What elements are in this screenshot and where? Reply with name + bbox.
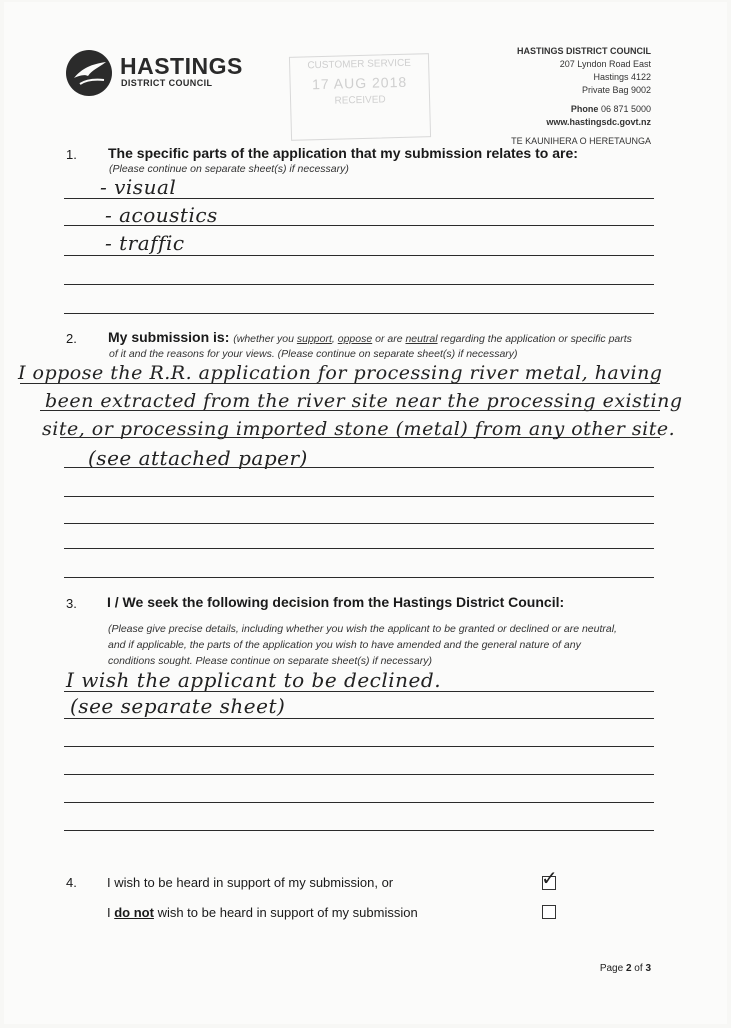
answer-line <box>64 284 654 285</box>
section-3-note-line-2: and if applicable, the parts of the application you wish to have amended and the general nature of any <box>108 639 581 651</box>
phone-label: Phone <box>570 104 599 114</box>
do-not-emphasis: do not <box>114 905 154 920</box>
section-1-heading: The specific parts of the application that my submission relates to are: <box>108 145 578 161</box>
answer-line <box>40 410 660 411</box>
section-1-answer-line: - traffic <box>105 231 185 255</box>
option-heard-label: I wish to be heard in support of my submission, or <box>107 875 394 890</box>
page-number: Page 2 of 3 <box>599 963 651 974</box>
section-2-note: (whether you support, oppose or are neutral regarding the application or specific parts <box>233 333 632 345</box>
answer-line <box>60 437 660 438</box>
option-not-heard-label: I do not wish to be heard in support of my submission <box>107 905 418 920</box>
received-stamp <box>289 53 431 141</box>
hastings-logo-icon <box>66 50 112 96</box>
section-4-number: 4. <box>66 875 77 890</box>
po-box: Private Bag 9002 <box>581 85 651 95</box>
section-3-note-line-3: conditions sought. Please continue on separate sheet(s) if necessary) <box>108 655 432 667</box>
logo-subtitle: DISTRICT COUNCIL <box>121 78 213 88</box>
phone: 06 871 5000 <box>600 104 651 114</box>
stamp-line-1: CUSTOMER SERVICE <box>307 57 412 72</box>
section-2-note-line-2: of it and the reasons for your views. (Please continue on separate sheet(s) if necessary) <box>109 348 518 360</box>
council-address <box>511 45 651 148</box>
section-1-number: 1. <box>66 147 77 162</box>
section-2-answer-line: site, or processing imported stone (metal) from any other site. <box>42 418 676 440</box>
section-3-note-line-1: (Please give precise details, including whether you wish the applicant to be granted or declined or are neutral, <box>108 623 617 635</box>
checkmark-icon: ✓ <box>541 868 558 890</box>
answer-line <box>64 313 654 314</box>
answer-line <box>64 255 654 256</box>
answer-line <box>64 548 654 549</box>
section-3-heading: I / We seek the following decision from the Hastings District Council: <box>107 594 565 610</box>
answer-line <box>64 691 654 692</box>
section-3-number: 3. <box>66 596 77 611</box>
section-3-answer-line: I wish the applicant to be declined. <box>66 668 442 692</box>
answer-line <box>64 718 654 719</box>
section-2-answer-line: I oppose the R.R. application for processing river metal, having <box>18 362 663 384</box>
website: www.hastingsdc.govt.nz <box>546 117 651 127</box>
answer-line <box>64 496 654 497</box>
section-1-answer-line: - acoustics <box>105 203 218 227</box>
answer-line <box>64 467 654 468</box>
option-not-heard-checkbox[interactable] <box>542 905 556 919</box>
street: 207 Lyndon Road East <box>559 59 651 69</box>
answer-line <box>64 830 654 831</box>
stamp-date: 17 AUG 2018 <box>311 73 408 93</box>
answer-line <box>64 523 654 524</box>
org-name: HASTINGS DISTRICT COUNCIL <box>517 46 651 56</box>
section-2-answer-line: (see attached paper) <box>88 446 308 470</box>
section-2-heading-row <box>108 329 632 347</box>
answer-line <box>64 577 654 578</box>
city: Hastings 4122 <box>593 72 651 82</box>
section-2-answer-line: been extracted from the river site near the processing existing <box>45 390 683 412</box>
stamp-line-3: RECEIVED <box>334 94 386 107</box>
answer-line <box>64 198 654 199</box>
answer-line <box>64 802 654 803</box>
answer-line <box>64 225 654 226</box>
section-1-answer-line: - visual <box>100 175 177 199</box>
answer-line <box>64 774 654 775</box>
maori-name: TE KAUNIHERA O HERETAUNGA <box>511 136 651 146</box>
answer-line <box>64 746 654 747</box>
section-3-answer-line: (see separate sheet) <box>70 694 286 718</box>
section-2-number: 2. <box>66 331 77 346</box>
logo-title: HASTINGS <box>120 53 243 79</box>
section-2-heading: My submission is: <box>108 329 230 345</box>
answer-line <box>20 383 660 384</box>
section-1-note: (Please continue on separate sheet(s) if necessary) <box>109 163 349 175</box>
